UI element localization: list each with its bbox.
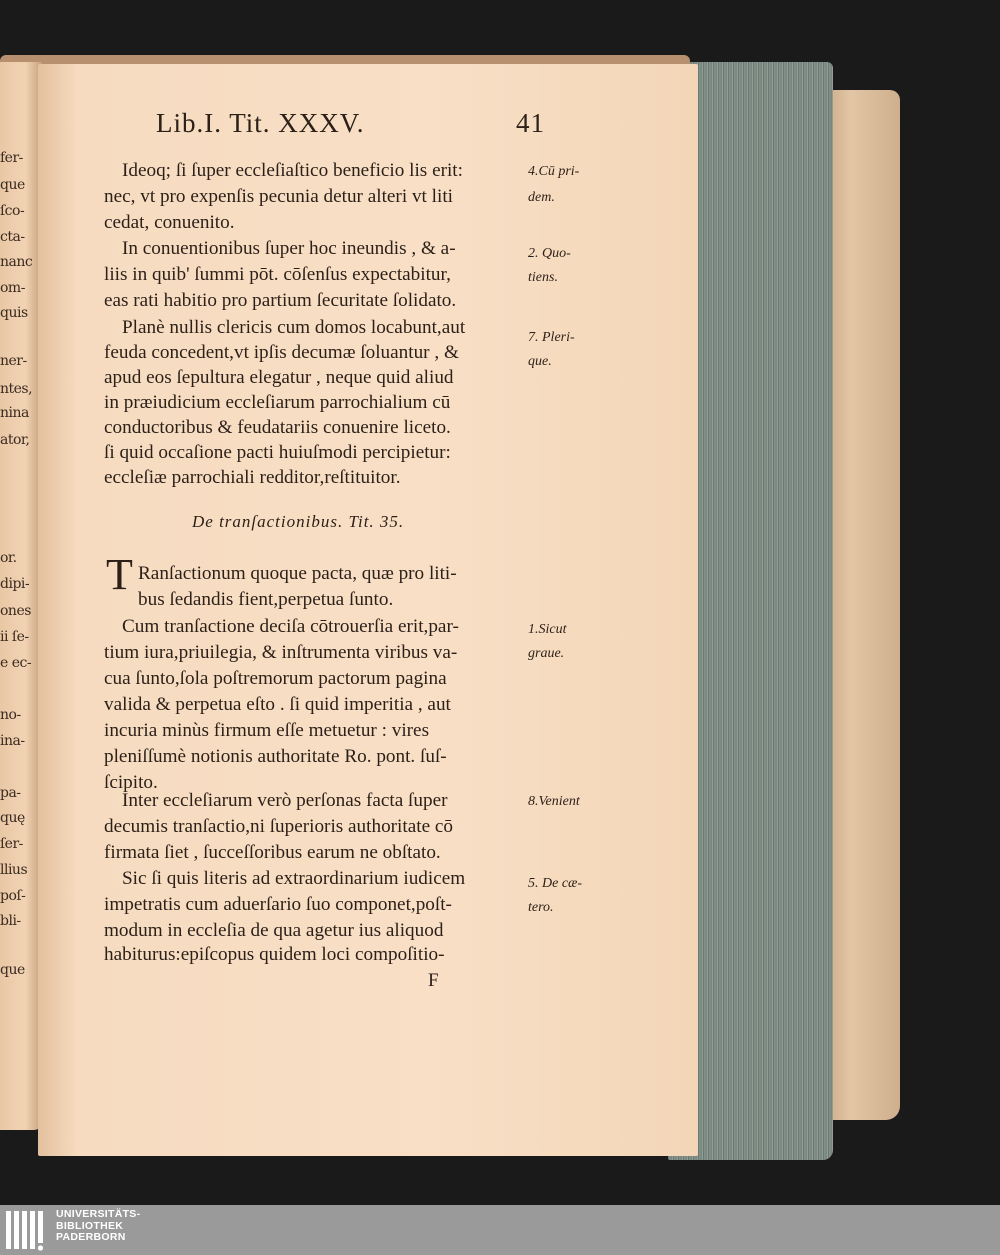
body-line: nec, vt pro expenſis pecunia detur alteri vt liti (104, 186, 453, 207)
body-line: bus ſedandis fient,perpetua ſunto. (138, 589, 394, 610)
margin-note: graue. (528, 646, 565, 661)
left-page-fragment: ner- (0, 353, 27, 369)
left-page-fragment: ina- (0, 733, 25, 749)
margin-note: 5. De cæ- (528, 876, 583, 891)
left-page-fragment: e ec- (0, 655, 32, 671)
logo-line: UNIVERSITÄTS- (56, 1208, 141, 1220)
left-page-fragment: or. (0, 550, 17, 566)
left-page-fragment: nanc (0, 254, 33, 270)
left-page-fragment: ſer- (0, 836, 23, 852)
left-page-fragment: que (0, 177, 25, 193)
left-page-fragment: no- (0, 707, 21, 723)
left-page-fragment: dipi- (0, 576, 30, 592)
page-number: 41 (516, 108, 545, 138)
body-line: Inter eccleſiarum verò perſonas facta ſuper (122, 790, 448, 811)
body-line: in præiudicium eccleſiarum parrochialium cū (104, 392, 451, 413)
left-page-fragment: ones (0, 603, 31, 619)
body-line: In conuentionibus ſuper hoc ineundis , & a- (122, 238, 456, 259)
left-page-fragment: quę (0, 810, 25, 826)
left-page-fragment: fer- (0, 150, 23, 166)
signature-mark: F (428, 970, 439, 991)
left-page-fragment: ii ſe- (0, 629, 29, 645)
margin-note: 8.Venient (528, 794, 580, 809)
body-line: liis in quib' ſummi pōt. cōſenſus expectabitur, (104, 264, 451, 285)
body-line: Sic ſi quis literis ad extraordinarium iudicem (122, 868, 466, 889)
body-line: modum in eccleſia de qua agetur ius aliquod (104, 920, 444, 941)
body-line: Planè nullis clericis cum domos locabunt,aut (122, 317, 466, 338)
footer-bar (0, 1205, 1000, 1255)
body-line: decumis tranſactio,ni ſuperioris authoritate cō (104, 816, 453, 837)
left-page-fragment: ator, (0, 432, 30, 448)
body-line: cua ſunto,ſola poſtremorum pactorum pagina (104, 668, 447, 689)
body-line: conductoribus & feudatariis conuenire liceto. (104, 417, 451, 438)
logo-line: PADERBORN (56, 1231, 126, 1243)
left-page-fragment: om- (0, 280, 25, 296)
drop-cap: T (106, 550, 133, 599)
body-line: pleniſſumè notionis authoritate Ro. pont. ſuſ- (104, 746, 447, 767)
left-page-fragment: que (0, 962, 25, 978)
logo-line: BIBLIOTHEK (56, 1219, 124, 1232)
left-page-fragment: cta- (0, 229, 25, 245)
left-page-fragment: bli- (0, 913, 21, 929)
body-line: eas rati habitio pro partium ſecuritate ſolidato. (104, 290, 457, 311)
body-line: feuda concedent,vt ipſis decumæ ſoluantur , & (104, 342, 459, 363)
body-line: firmata ſiet , ſucceſſoribus earum ne obſtato. (104, 842, 441, 863)
margin-note: tiens. (528, 270, 558, 285)
body-line: Ideoq; ſi ſuper eccleſiaſtico beneficio lis erit: (122, 160, 463, 181)
left-page-fragment: ntes, (0, 381, 33, 397)
left-page-fragment: ſco- (0, 203, 25, 219)
margin-note: 7. Pleri- (528, 330, 575, 345)
library-logo-icon (6, 1207, 46, 1253)
running-head-title: Lib.I. Tit. XXXV. (156, 108, 365, 138)
body-line: eccleſiæ parrochiali redditor,reſtituitor. (104, 467, 401, 488)
left-page-fragment: llius (0, 862, 28, 878)
body-line: incuria minùs firmum eſſe metuetur : vires (104, 720, 430, 741)
body-line: Ranſactionum quoque pacta, quæ pro liti- (138, 563, 457, 584)
margin-note: 4.Cū pri- (528, 164, 580, 179)
body-line: tium iura,priuilegia, & inſtrumenta viribus va- (104, 642, 458, 663)
body-line: ſi quid occaſione pacti huiuſmodi percipietur: (104, 442, 451, 463)
margin-note: 2. Quo- (528, 246, 571, 261)
body-line: cedat, conuenito. (104, 212, 235, 233)
body-line: habiturus:epiſcopus quidem loci compoſitio- (104, 944, 445, 965)
margin-note: tero. (528, 900, 554, 915)
section-title: De tranſactionibus. Tit. 35. (192, 512, 405, 531)
body-line: valida & perpetua eſto . ſi quid imperitia , aut (104, 694, 451, 715)
body-line: ſcipito. (104, 772, 158, 793)
margin-note: 1.Sicut (528, 622, 567, 637)
running-head (156, 108, 545, 139)
body-line: impetratis cum aduerſario ſuo componet,poſt- (104, 894, 452, 915)
left-page-fragment: pa- (0, 785, 21, 801)
left-page-fragment: poſ- (0, 888, 26, 904)
margin-note: dem. (528, 190, 555, 205)
body-line: apud eos ſepultura elegatur , neque quid aliud (104, 367, 454, 388)
margin-note: que. (528, 354, 552, 369)
body-line: Cum tranſactione deciſa cōtrouerſia erit,par- (122, 616, 459, 637)
left-page-fragment: nina (0, 405, 29, 421)
library-logo-text (56, 1209, 140, 1244)
left-page-fragment: quis (0, 305, 28, 321)
